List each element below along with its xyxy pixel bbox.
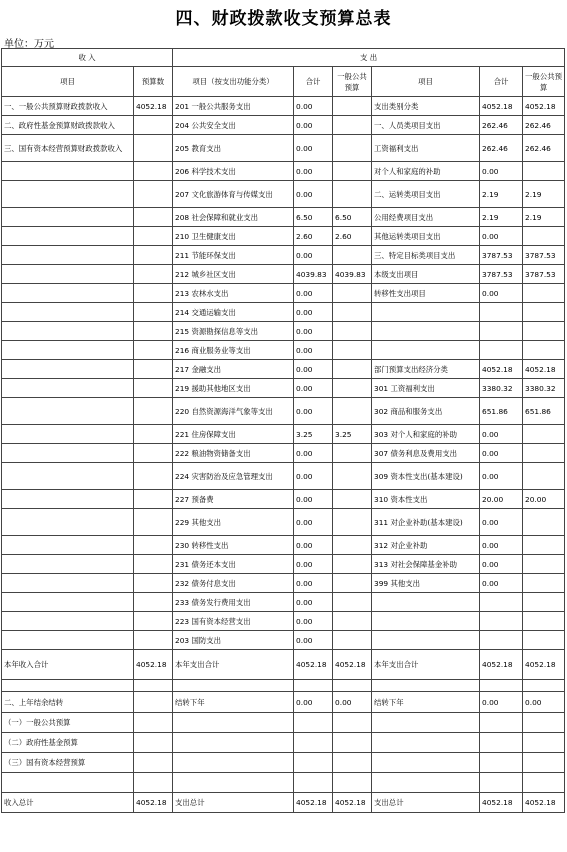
func-general (333, 322, 372, 341)
func-general (333, 135, 372, 162)
func-general: 4039.83 (333, 265, 372, 284)
econ-item: 公用经费项目支出 (372, 208, 480, 227)
section-header-row (2, 49, 565, 67)
econ-item: 本级支出项目 (372, 265, 480, 284)
func-general (333, 379, 372, 398)
econ-total: 0.00 (480, 444, 523, 463)
func-item: 201 一般公共服务支出 (173, 97, 294, 116)
income-value (134, 444, 173, 463)
econ-item (372, 631, 480, 650)
func-general (333, 116, 372, 135)
func-general (333, 97, 372, 116)
grand-e-label: 支出总计 (372, 793, 480, 813)
grand-inc-label: 收入总计 (2, 793, 134, 813)
econ-total: 651.86 (480, 398, 523, 425)
grand-total-row (2, 793, 565, 813)
table-row (2, 116, 565, 135)
sub-item-row (2, 733, 565, 753)
func-item: 208 社会保障和就业支出 (173, 208, 294, 227)
income-item (2, 227, 134, 246)
unit-label: 单位：万元 (4, 39, 54, 50)
econ-general: 2.19 (523, 181, 565, 208)
econ-general (523, 303, 565, 322)
income-value (134, 116, 173, 135)
econ-item (372, 612, 480, 631)
func-item: 213 农林水支出 (173, 284, 294, 303)
income-item (2, 341, 134, 360)
func-total: 2.60 (294, 227, 333, 246)
table-row (2, 398, 565, 425)
income-item (2, 398, 134, 425)
econ-total: 2.19 (480, 208, 523, 227)
econ-total (480, 631, 523, 650)
econ-total: 0.00 (480, 284, 523, 303)
income-item (2, 463, 134, 490)
income-item (2, 162, 134, 181)
income-value (134, 284, 173, 303)
econ-item: 303 对个人和家庭的补助 (372, 425, 480, 444)
total-f-label: 本年支出合计 (173, 650, 294, 680)
econ-total: 0.00 (480, 162, 523, 181)
table-row (2, 379, 565, 398)
func-item: 214 交通运输支出 (173, 303, 294, 322)
table-row (2, 265, 565, 284)
sub-item-general: （一）一般公共预算 (2, 713, 134, 733)
func-general (333, 246, 372, 265)
econ-general: 262.46 (523, 116, 565, 135)
func-general (333, 181, 372, 208)
econ-total (480, 303, 523, 322)
income-item (2, 631, 134, 650)
table-row (2, 322, 565, 341)
income-item (2, 303, 134, 322)
econ-item: 支出类别分类 (372, 97, 480, 116)
econ-general (523, 425, 565, 444)
income-value (134, 208, 173, 227)
econ-total: 0.00 (480, 425, 523, 444)
income-item (2, 490, 134, 509)
econ-general (523, 555, 565, 574)
func-item: 210 卫生健康支出 (173, 227, 294, 246)
func-item: 204 公共安全支出 (173, 116, 294, 135)
total-f-general: 4052.18 (333, 650, 372, 680)
func-general: 6.50 (333, 208, 372, 227)
econ-total (480, 612, 523, 631)
sub-item-capital: （三）国有资本经营预算 (2, 753, 134, 773)
income-item (2, 246, 134, 265)
func-total: 0.00 (294, 303, 333, 322)
econ-total: 4052.18 (480, 360, 523, 379)
income-item (2, 574, 134, 593)
func-total: 0.00 (294, 593, 333, 612)
econ-total: 0.00 (480, 555, 523, 574)
income-value (134, 181, 173, 208)
econ-general: 3787.53 (523, 246, 565, 265)
income-item (2, 379, 134, 398)
income-item (2, 593, 134, 612)
table-row (2, 246, 565, 265)
func-item: 232 债务付息支出 (173, 574, 294, 593)
carryover-f-general: 0.00 (333, 692, 372, 713)
income-item (2, 284, 134, 303)
table-row (2, 631, 565, 650)
econ-total: 3380.32 (480, 379, 523, 398)
func-item: 215 资源勘探信息等支出 (173, 322, 294, 341)
econ-total: 20.00 (480, 490, 523, 509)
func-total: 0.00 (294, 379, 333, 398)
sub-item-row (2, 713, 565, 733)
econ-general (523, 631, 565, 650)
econ-item: 对个人和家庭的补助 (372, 162, 480, 181)
income-header: 收 入 (2, 49, 173, 67)
income-item (2, 265, 134, 284)
econ-total: 2.19 (480, 181, 523, 208)
grand-f-total: 4052.18 (294, 793, 333, 813)
income-value (134, 227, 173, 246)
table-body (2, 97, 565, 650)
func-general (333, 284, 372, 303)
econ-general: 651.86 (523, 398, 565, 425)
income-item (2, 444, 134, 463)
func-general (333, 612, 372, 631)
func-total: 0.00 (294, 555, 333, 574)
table-row (2, 490, 565, 509)
func-total: 0.00 (294, 612, 333, 631)
func-item: 229 其他支出 (173, 509, 294, 536)
func-total: 0.00 (294, 444, 333, 463)
total-row (2, 650, 565, 680)
econ-item: 313 对社会保障基金补助 (372, 555, 480, 574)
econ-total: 0.00 (480, 463, 523, 490)
econ-general (523, 509, 565, 536)
blank-row (2, 680, 565, 692)
grand-inc-value: 4052.18 (134, 793, 173, 813)
income-value (134, 246, 173, 265)
grand-f-general: 4052.18 (333, 793, 372, 813)
table-row (2, 227, 565, 246)
carryover-inc-label: 二、上年结余结转 (2, 692, 134, 713)
func-total: 6.50 (294, 208, 333, 227)
func-total: 0.00 (294, 116, 333, 135)
func-item: 206 科学技术支出 (173, 162, 294, 181)
econ-item: 其他运转类项目支出 (372, 227, 480, 246)
func-total: 0.00 (294, 246, 333, 265)
table-footer (2, 650, 565, 813)
func-general (333, 631, 372, 650)
table-row (2, 208, 565, 227)
total-f-total: 4052.18 (294, 650, 333, 680)
func-general (333, 555, 372, 574)
total-e-total: 4052.18 (480, 650, 523, 680)
econ-item (372, 593, 480, 612)
econ-item: 301 工资福利支出 (372, 379, 480, 398)
econ-item: 转移性支出项目 (372, 284, 480, 303)
econ-total: 262.46 (480, 116, 523, 135)
func-total: 0.00 (294, 463, 333, 490)
func-item: 212 城乡社区支出 (173, 265, 294, 284)
econ-item: 311 对企业补助(基本建设) (372, 509, 480, 536)
func-item: 207 文化旅游体育与传媒支出 (173, 181, 294, 208)
func-general (333, 509, 372, 536)
econ-item: 309 资本性支出(基本建设) (372, 463, 480, 490)
func-total: 3.25 (294, 425, 333, 444)
total-inc-value: 4052.18 (134, 650, 173, 680)
econ-item: 二、运转类项目支出 (372, 181, 480, 208)
table-row (2, 425, 565, 444)
income-value (134, 490, 173, 509)
page-title: 四、财政拨款收支预算总表 (175, 9, 392, 29)
econ-general: 3380.32 (523, 379, 565, 398)
income-item (2, 360, 134, 379)
table-row (2, 593, 565, 612)
table-row (2, 574, 565, 593)
income-item (2, 612, 134, 631)
econ-total: 0.00 (480, 227, 523, 246)
col-exp-func-total: 合计 (294, 67, 333, 97)
econ-general (523, 284, 565, 303)
income-value (134, 360, 173, 379)
table-row (2, 303, 565, 322)
func-item: 230 转移性支出 (173, 536, 294, 555)
func-total: 0.00 (294, 574, 333, 593)
table-row (2, 135, 565, 162)
income-item: 二、政府性基金预算财政拨款收入 (2, 116, 134, 135)
func-general (333, 463, 372, 490)
econ-general: 20.00 (523, 490, 565, 509)
income-value (134, 322, 173, 341)
func-item: 233 债务发行费用支出 (173, 593, 294, 612)
func-item: 216 商业服务业等支出 (173, 341, 294, 360)
total-e-label: 本年支出合计 (372, 650, 480, 680)
func-general (333, 593, 372, 612)
econ-item: 399 其他支出 (372, 574, 480, 593)
func-total: 0.00 (294, 360, 333, 379)
econ-total: 0.00 (480, 509, 523, 536)
func-item: 231 债务还本支出 (173, 555, 294, 574)
sub-item-row (2, 753, 565, 773)
econ-general (523, 322, 565, 341)
table-row (2, 284, 565, 303)
func-item: 203 国防支出 (173, 631, 294, 650)
func-total: 0.00 (294, 631, 333, 650)
econ-total (480, 341, 523, 360)
budget-table (1, 48, 565, 813)
econ-general (523, 574, 565, 593)
income-value (134, 265, 173, 284)
income-item (2, 555, 134, 574)
table-row (2, 555, 565, 574)
func-item: 205 教育支出 (173, 135, 294, 162)
table-row (2, 341, 565, 360)
carryover-e-total: 0.00 (480, 692, 523, 713)
func-item: 219 援助其他地区支出 (173, 379, 294, 398)
income-value (134, 425, 173, 444)
income-item (2, 322, 134, 341)
income-item (2, 208, 134, 227)
column-header-row (2, 67, 565, 97)
grand-e-general: 4052.18 (523, 793, 565, 813)
income-value (134, 509, 173, 536)
func-general (333, 574, 372, 593)
income-value (134, 555, 173, 574)
func-item: 211 节能环保支出 (173, 246, 294, 265)
econ-item: 302 商品和服务支出 (372, 398, 480, 425)
func-item: 227 预备费 (173, 490, 294, 509)
econ-item: 310 资本性支出 (372, 490, 480, 509)
income-value (134, 135, 173, 162)
func-general: 3.25 (333, 425, 372, 444)
func-item: 221 住房保障支出 (173, 425, 294, 444)
income-value (134, 631, 173, 650)
carryover-f-total: 0.00 (294, 692, 333, 713)
econ-general (523, 162, 565, 181)
func-general (333, 303, 372, 322)
func-total: 0.00 (294, 536, 333, 555)
econ-item: 三、特定目标类项目支出 (372, 246, 480, 265)
table-row (2, 463, 565, 490)
func-item: 217 金融支出 (173, 360, 294, 379)
econ-general (523, 463, 565, 490)
econ-item: 312 对企业补助 (372, 536, 480, 555)
econ-general (523, 341, 565, 360)
func-total: 0.00 (294, 322, 333, 341)
col-exp-econ-item: 项目 (372, 67, 480, 97)
func-total: 0.00 (294, 181, 333, 208)
table-row (2, 509, 565, 536)
func-general (333, 536, 372, 555)
col-exp-func-general: 一般公共预算 (333, 67, 372, 97)
func-general (333, 360, 372, 379)
carryover-e-label: 结转下年 (372, 692, 480, 713)
func-total: 0.00 (294, 509, 333, 536)
income-value (134, 341, 173, 360)
sub-item-fund: （二）政府性基金预算 (2, 733, 134, 753)
income-value (134, 398, 173, 425)
econ-general (523, 227, 565, 246)
table-row (2, 536, 565, 555)
func-general (333, 444, 372, 463)
func-total: 0.00 (294, 398, 333, 425)
econ-item: 工资福利支出 (372, 135, 480, 162)
econ-total (480, 593, 523, 612)
col-income-budget: 预算数 (134, 67, 173, 97)
income-item: 一、一般公共预算财政拨款收入 (2, 97, 134, 116)
table-row (2, 360, 565, 379)
econ-total: 0.00 (480, 536, 523, 555)
blank-row (2, 773, 565, 793)
func-general (333, 162, 372, 181)
econ-general: 262.46 (523, 135, 565, 162)
func-total: 0.00 (294, 97, 333, 116)
carryover-e-general: 0.00 (523, 692, 565, 713)
income-value (134, 463, 173, 490)
econ-item: 一、人员类项目支出 (372, 116, 480, 135)
econ-total (480, 322, 523, 341)
func-general: 2.60 (333, 227, 372, 246)
econ-total: 0.00 (480, 574, 523, 593)
income-value (134, 574, 173, 593)
econ-general: 2.19 (523, 208, 565, 227)
econ-item (372, 341, 480, 360)
col-income-item: 项目 (2, 67, 134, 97)
col-exp-econ-total: 合计 (480, 67, 523, 97)
func-item: 223 国有资本经营支出 (173, 612, 294, 631)
func-item: 222 粮油物资储备支出 (173, 444, 294, 463)
income-item (2, 425, 134, 444)
func-total: 4039.83 (294, 265, 333, 284)
income-item (2, 536, 134, 555)
econ-item: 部门预算支出经济分类 (372, 360, 480, 379)
grand-e-total: 4052.18 (480, 793, 523, 813)
econ-general: 4052.18 (523, 97, 565, 116)
func-item: 224 灾害防治及应急管理支出 (173, 463, 294, 490)
carryover-row (2, 692, 565, 713)
econ-general: 3787.53 (523, 265, 565, 284)
total-e-general: 4052.18 (523, 650, 565, 680)
func-total: 0.00 (294, 162, 333, 181)
table-row (2, 612, 565, 631)
income-item: 三、国有资本经营预算财政拨款收入 (2, 135, 134, 162)
income-value (134, 536, 173, 555)
econ-general (523, 444, 565, 463)
func-total: 0.00 (294, 284, 333, 303)
income-value (134, 379, 173, 398)
econ-item (372, 303, 480, 322)
expense-header: 支 出 (173, 49, 565, 67)
econ-total: 262.46 (480, 135, 523, 162)
income-value (134, 162, 173, 181)
col-exp-func-item: 项目（按支出功能分类） (173, 67, 294, 97)
econ-total: 4052.18 (480, 97, 523, 116)
income-value: 4052.18 (134, 97, 173, 116)
econ-general: 4052.18 (523, 360, 565, 379)
income-value (134, 303, 173, 322)
total-inc-label: 本年收入合计 (2, 650, 134, 680)
func-total: 0.00 (294, 341, 333, 360)
income-value (134, 612, 173, 631)
func-total: 0.00 (294, 135, 333, 162)
income-value (134, 593, 173, 612)
grand-f-label: 支出总计 (173, 793, 294, 813)
econ-total: 3787.53 (480, 246, 523, 265)
func-general (333, 341, 372, 360)
econ-general (523, 593, 565, 612)
func-general (333, 490, 372, 509)
table-row (2, 162, 565, 181)
col-exp-econ-general: 一般公共预算 (523, 67, 565, 97)
econ-total: 3787.53 (480, 265, 523, 284)
table-row (2, 181, 565, 208)
income-item (2, 181, 134, 208)
carryover-f-label: 结转下年 (173, 692, 294, 713)
econ-item: 307 债务利息及费用支出 (372, 444, 480, 463)
func-item: 220 自然资源海洋气象等支出 (173, 398, 294, 425)
func-general (333, 398, 372, 425)
econ-general (523, 612, 565, 631)
econ-general (523, 536, 565, 555)
table-row (2, 444, 565, 463)
func-total: 0.00 (294, 490, 333, 509)
econ-item (372, 322, 480, 341)
table-row (2, 97, 565, 116)
income-item (2, 509, 134, 536)
